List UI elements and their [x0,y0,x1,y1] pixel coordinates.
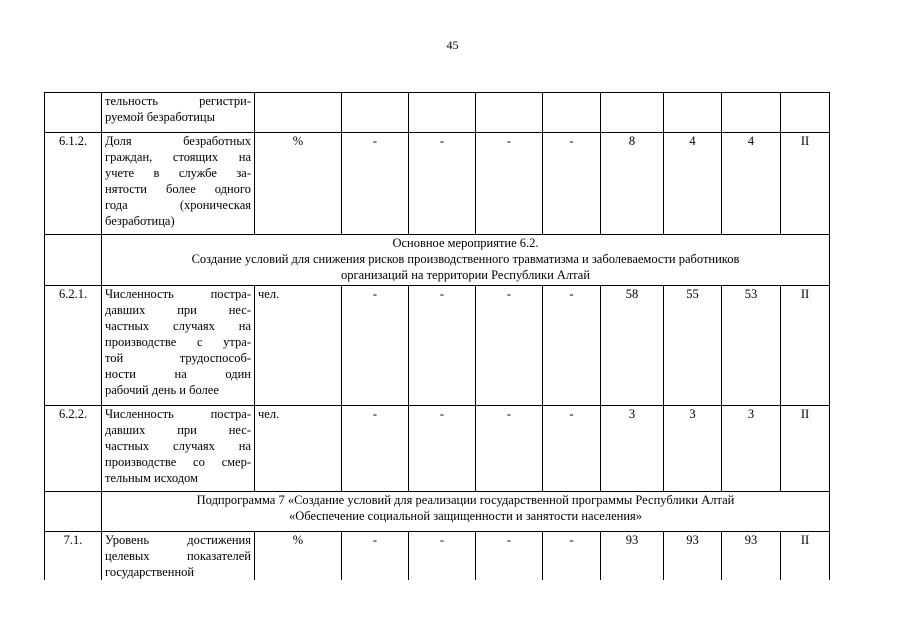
indicator-name-line: ности на один [105,367,251,381]
value-cell: 8 [601,133,664,235]
value-cell: II [781,532,830,581]
indicator-name-line: безработица) [105,214,175,228]
indicator-name-line: производстве с утра- [105,335,251,349]
section-title-line: Создание условий для снижения рисков производственного травматизма и заболеваемости работников [191,252,740,266]
section-title-line: Подпрограмма 7 «Создание условий для реализации государственной программы Республики Алтай [196,493,735,507]
unit-cell: чел. [255,406,342,492]
indicator-name-line: давших при нес- [105,303,251,317]
value-cell: - [543,532,601,581]
value-cell: - [476,532,543,581]
value-cell [342,93,409,133]
value-cell: 93 [722,532,781,581]
indicator-name-line: руемой безработицы [105,110,216,124]
indicator-name-line: учете в службе за- [105,166,251,180]
value-cell [722,93,781,133]
indicator-name-line: рабочий день и более [105,383,219,397]
indicator-name-cell [102,133,255,235]
value-cell: - [342,532,409,581]
table-body [45,93,830,581]
value-cell: 3 [601,406,664,492]
value-cell: - [476,406,543,492]
value-cell [476,93,543,133]
value-cell: 4 [722,133,781,235]
section-title-line: Основное мероприятие 6.2. [392,236,539,250]
value-cell [543,93,601,133]
value-cell: - [543,286,601,406]
indicator-name-cell [102,532,255,581]
value-cell: 4 [664,133,722,235]
indicator-name-line: целевых показателей [105,549,251,563]
indicator-name-line: граждан, стоящих на [105,150,251,164]
indicator-name-line: нятости более одного [105,182,251,196]
section-title-line: организаций на территории Республики Алтай [340,268,591,282]
value-cell [664,93,722,133]
table-row [45,286,830,406]
indicator-name-line: государственной [105,565,195,579]
value-cell: 3 [664,406,722,492]
indicator-name-line: Численность постра- [105,407,251,421]
indicator-name-cell [102,406,255,492]
value-cell [409,93,476,133]
indicator-name-line: давших при нес- [105,423,251,437]
indicator-name-line: частных случаях на [105,439,251,453]
value-cell: 55 [664,286,722,406]
row-number-cell: 6.1.2. [45,133,102,235]
value-cell: - [342,286,409,406]
indicator-name-line: Уровень достижения [105,533,251,547]
row-number-cell: 6.2.2. [45,406,102,492]
value-cell: - [476,133,543,235]
indicator-name-line: частных случаях на [105,319,251,333]
value-cell [781,93,830,133]
value-cell: 93 [601,532,664,581]
indicator-name-line: тельность регистри- [105,94,251,108]
unit-cell: чел. [255,286,342,406]
value-cell: 3 [722,406,781,492]
row-number-cell [45,235,102,286]
indicator-name-cell [102,286,255,406]
section-row [45,492,830,532]
unit-cell: % [255,532,342,581]
row-number-cell: 6.2.1. [45,286,102,406]
section-title-cell [102,492,830,532]
value-cell: - [476,286,543,406]
indicator-name-line: производстве со смер- [105,455,251,469]
indicator-name-cell [102,93,255,133]
indicator-name-line: Доля безработных [105,134,251,148]
row-number-cell [45,492,102,532]
value-cell: 53 [722,286,781,406]
value-cell: II [781,286,830,406]
indicator-name-line: года (хроническая [105,198,251,212]
value-cell: 93 [664,532,722,581]
indicator-name-line: Численность постра- [105,287,251,301]
value-cell: 58 [601,286,664,406]
value-cell: - [342,406,409,492]
table-row [45,532,830,581]
value-cell: - [409,532,476,581]
indicator-name-line: той трудоспособ- [105,351,251,365]
table-row [45,93,830,133]
table-row [45,133,830,235]
value-cell: - [543,406,601,492]
section-row [45,235,830,286]
value-cell: - [409,133,476,235]
row-number-cell [45,93,102,133]
value-cell: II [781,133,830,235]
value-cell: - [543,133,601,235]
section-title-line: «Обеспечение социальной защищенности и занятости населения» [288,509,643,523]
value-cell [601,93,664,133]
section-title-cell [102,235,830,286]
indicators-table [44,92,830,580]
value-cell: - [409,286,476,406]
indicator-name-line: тельным исходом [105,471,199,485]
value-cell: - [409,406,476,492]
value-cell: - [342,133,409,235]
unit-cell: % [255,133,342,235]
page-number: 45 [446,38,459,52]
value-cell: II [781,406,830,492]
unit-cell [255,93,342,133]
row-number-cell: 7.1. [45,532,102,581]
table-row [45,406,830,492]
